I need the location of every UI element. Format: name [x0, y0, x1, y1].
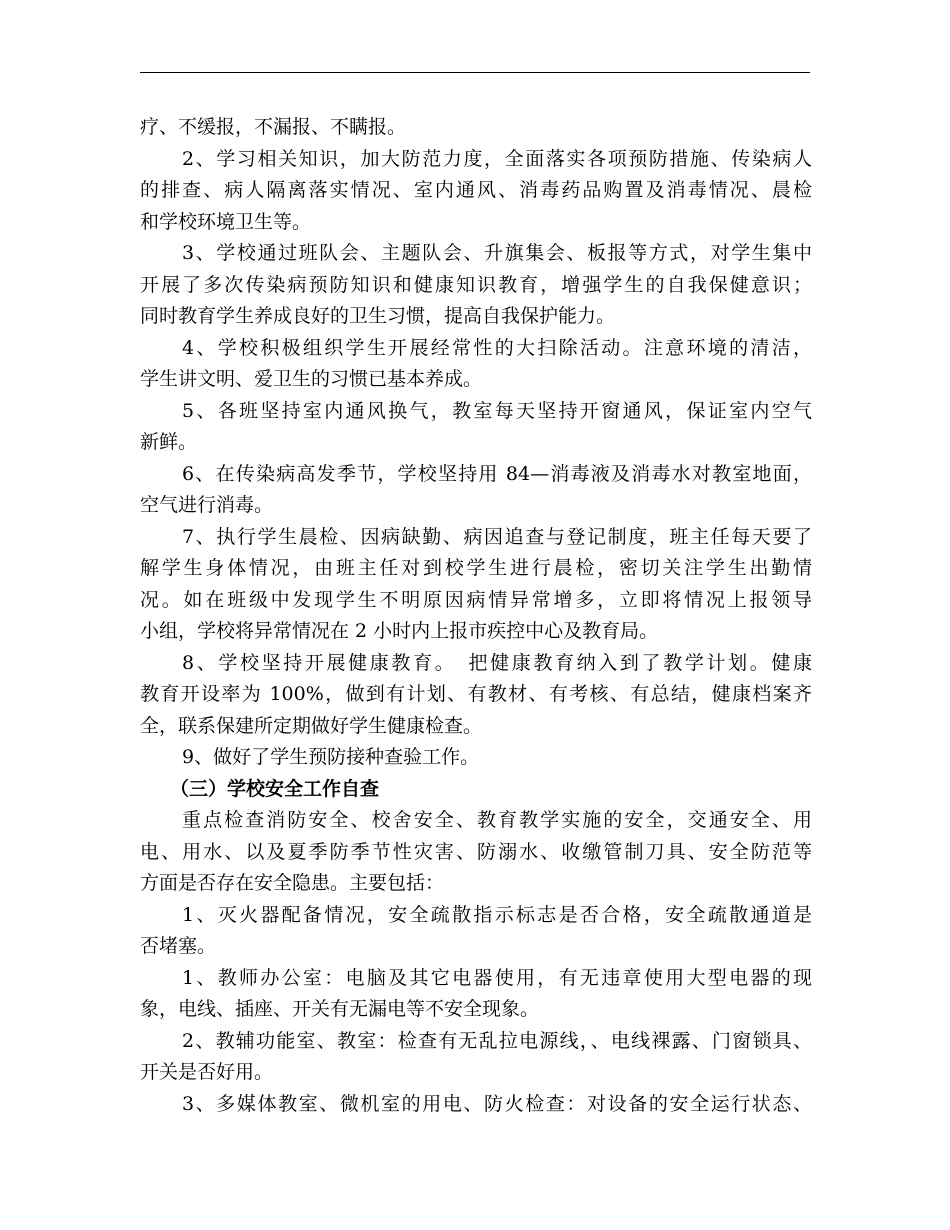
- text-line: 1、灭火器配备情况，安全疏散指示标志是否合格，安全疏散通道是: [182, 903, 812, 926]
- text-line: 和学校环境卫生等。: [140, 210, 312, 233]
- text-line: 的排查、病人隔离落实情况、室内通风、消毒药品购置及消毒情况、晨检: [140, 179, 812, 201]
- text-line: 学生讲文明、爱卫生的习惯已基本养成。: [140, 368, 483, 390]
- section-heading: （三）学校安全工作自查: [170, 777, 380, 800]
- text-line: 况。如在班级中发现学生不明原因病情异常增多，立即将情况上报领导: [140, 588, 812, 611]
- text-line: 空气进行消毒。: [140, 494, 274, 516]
- text-line: 解学生身体情况，由班主任对到校学生进行晨检，密切关注学生出勤情: [140, 557, 812, 579]
- text-line: 方面是否存在安全隐患。主要包括：: [140, 872, 445, 894]
- text-line: 开关是否好用。: [140, 1061, 274, 1083]
- document-body: [140, 112, 812, 1120]
- text-line: 2、教辅功能室、教室：检查有无乱拉电源线，、电线裸露、门窗锁具、: [182, 1029, 812, 1052]
- header-rule: [140, 72, 810, 73]
- text-line: 5、各班坚持室内通风换气，教室每天坚持开窗通风，保证室内空气: [182, 399, 812, 422]
- text-line: 疗、不缓报，不漏报、不瞒报。: [140, 116, 407, 138]
- text-line: 开展了多次传染病预防知识和健康知识教育，增强学生的自我保健意识；: [140, 273, 812, 296]
- text-line: 6、在传染病高发季节，学校坚持用 84—消毒液及消毒水对教室地面，: [182, 462, 812, 485]
- text-line: 象，电线、插座、开关有无漏电等不安全现象。: [140, 998, 540, 1020]
- text-line: 1、教师办公室：电脑及其它电器使用，有无违章使用大型电器的现: [182, 966, 812, 989]
- text-line: 电、用水、以及夏季防季节性灾害、防溺水、收缴管制刀具、安全防范等: [140, 840, 812, 863]
- text-line: 4、学校积极组织学生开展经常性的大扫除活动。注意环境的清洁，: [182, 336, 812, 359]
- text-line: 3、多媒体教室、微机室的用电、防火检查：对设备的安全运行状态、: [182, 1092, 812, 1115]
- text-line: 7、执行学生晨检、因病缺勤、病因追查与登记制度，班主任每天要了: [182, 525, 812, 548]
- text-line: 2、学习相关知识，加大防范力度，全面落实各项预防措施、传染病人: [182, 147, 812, 170]
- text-line: 重点检查消防安全、校舍安全、教育教学实施的安全，交通安全、用: [182, 809, 812, 831]
- text-line: 小组，学校将异常情况在 2 小时内上报市疾控中心及教育局。: [140, 620, 659, 642]
- text-line: 3、学校通过班队会、主题队会、升旗集会、板报等方式，对学生集中: [182, 242, 812, 264]
- text-line: 9、做好了学生预防接种查验工作。: [182, 746, 480, 768]
- text-line: 全，联系保建所定期做好学生健康检查。: [140, 714, 483, 737]
- text-line: 同时教育学生养成良好的卫生习惯，提高自我保护能力。: [140, 305, 616, 327]
- text-line: 新鲜。: [140, 431, 198, 453]
- text-line: 教育开设率为 100%，做到有计划、有教材、有考核、有总结，健康档案齐: [140, 683, 812, 705]
- text-line: 否堵塞。: [140, 935, 217, 957]
- text-line: 8、学校坚持开展健康教育。 把健康教育纳入到了教学计划。健康: [182, 651, 812, 674]
